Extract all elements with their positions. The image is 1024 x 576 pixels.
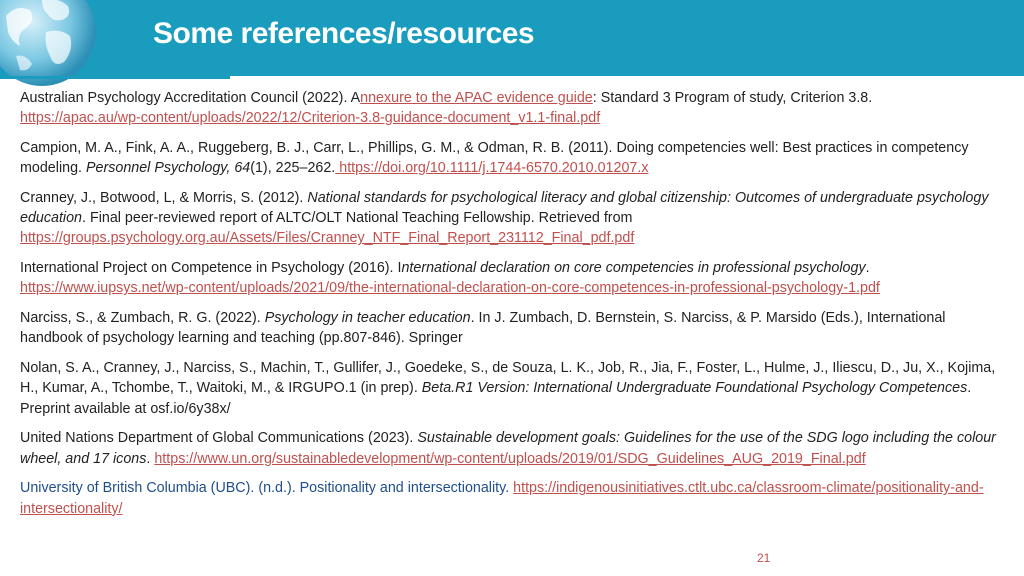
un-sdg-guidelines-link[interactable]: https://www.un.org/sustainabledevelopment/wp-content/uploads/2019/01/SDG_Guidelines_AUG_2019_Final.pdf [154, 450, 866, 467]
reference-apac: Australian Psychology Accreditation Council (2022). Annexure to the APAC evidence guide: Standard 3 Program of study, Criterion 3.8. https://apac.au/wp-content/uploads/2022/12/Criterion-3.8-guidance-document_v1.1-final.pdf [20, 90, 873, 127]
globe-icon [0, 0, 98, 88]
apac-criterion-link[interactable]: https://apac.au/wp-content/uploads/2022/12/Criterion-3.8-guidance-document_v1.1-final.pdf [20, 110, 601, 127]
campion-doi-link[interactable]: https://doi.org/10.1111/j.1744-6570.2010.01207.x [335, 160, 649, 177]
reference-narciss: Narciss, S., & Zumbach, R. G. (2022). Psychology in teacher education. In J. Zumbach, D. Bernstein, S. Narciss, & P. Marsido (Eds.), International handbook of psychology learning and teaching (pp.807-846). Springer [20, 310, 946, 347]
cranney-report-link[interactable]: https://groups.psychology.org.au/Assets/Files/Cranney_NTF_Final_Report_231112_Final_pdf.pdf [20, 230, 635, 247]
reference-campion: Campion, M. A., Fink, A. A., Ruggeberg, B. J., Carr, L., Phillips, G. M., & Odman, R. B. (2011). Doing competencies well: Best practices in competency modeling. Personnel Psychology, 64(1), 225–262. https://doi.org/10.1111/j.1744-6570.2010.01207.x [20, 140, 969, 177]
apac-evidence-guide-link[interactable]: nnexure to the APAC evidence guide [360, 90, 593, 106]
title-underline [0, 76, 230, 79]
reference-un: United Nations Department of Global Communications (2023). Sustainable development goals: Guidelines for the use of the SDG logo including the colour wheel, and 17 icons. https://www.un.org/sustainabledevelopment/wp-content/uploads/2019/01/SDG_Guidelines_AUG_2019_Final.pdf [20, 430, 996, 467]
page-title: Some references/resources [153, 17, 535, 50]
reference-cranney: Cranney, J., Botwood, L, & Morris, S. (2012). National standards for psychological literacy and global citizenship: Outcomes of undergraduate psychology education. Final peer-reviewed report of ALTC/OLT National Teaching Fellowship. Retrieved from https://groups.psychology.org.au/Assets/Files/Cranney_NTF_Final_Report_231112_Final_pdf.pdf [20, 190, 989, 247]
reference-ubc: University of British Columbia (UBC). (n.d.). Positionality and intersectionality. https://indigenousinitiatives.ctlt.ubc.ca/classroom-climate/positionality-and-intersectionality/ [20, 480, 984, 517]
iupsys-declaration-link[interactable]: https://www.iupsys.net/wp-content/uploads/2021/09/the-international-declaration-on-core-competences-in-professional-psychology-1.pdf [20, 280, 880, 297]
title-banner [0, 0, 1024, 76]
reference-list [20, 88, 1005, 528]
reference-ipcp: International Project on Competence in Psychology (2016). International declaration on core competencies in professional psychology. https://www.iupsys.net/wp-content/uploads/2021/09/the-international-declaration-on-core-competences-in-professional-psychology-1.pdf [20, 260, 880, 297]
ubc-positionality-link[interactable]: https://indigenousinitiatives.ctlt.ubc.ca/classroom-climate/positionality-and-intersectionality/ [20, 480, 984, 517]
page-number: 21 [757, 551, 771, 565]
reference-nolan: Nolan, S. A., Cranney, J., Narciss, S., Machin, T., Gullifer, J., Goedeke, S., de Souza, L. K., Job, R., Jia, F., Foster, L., Hulme, J., Iliescu, D., Ju, X., Kojima, H., Kumar, A., Tchombe, T., Waitoki, M., & IRGUPO.1 (in prep). Beta.R1 Version: International Undergraduate Foundational Psychology Competences. Preprint available at osf.io/6y38x/ [20, 360, 996, 417]
